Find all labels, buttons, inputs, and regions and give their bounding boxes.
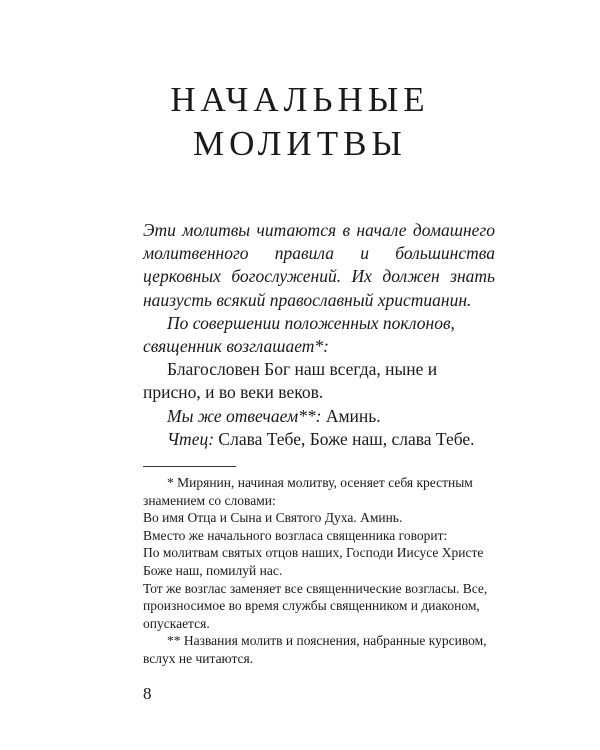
response-paragraph	[143, 405, 495, 428]
page-number: 8	[143, 684, 152, 703]
footnote-1-prayer: По молитвам святых отцов наших, Господи Иисусе Христе Боже наш, помилуй нас.	[143, 545, 484, 578]
blessing-paragraph: Благословен Бог наш всегда, ныне и присно, и во веки веков.	[143, 359, 438, 403]
footnote-1-intro: * Мирянин, начиная молитву, осеняет себя крестным знамением со словами:	[143, 475, 473, 508]
intro-paragraph: Эти молитвы читаются в начале домашнего молитвенного правила и большинства церковных богослужений. Их должен знать наизусть всякий православный христианин.	[143, 220, 495, 310]
footnote-2: ** Названия молитв и пояснения, набранные курсивом, вслух не читаются.	[143, 633, 487, 666]
title-line-2: МОЛИТВЫ	[193, 124, 407, 163]
footnote-divider	[143, 466, 236, 467]
reader-text: Слава Тебе, Боже наш, слава Тебе.	[214, 428, 475, 449]
priest-rubric	[143, 312, 495, 358]
title-line-1: НАЧАЛЬНЫЕ	[170, 80, 430, 119]
footnote-1-instead: Вместо же начального возгласа священника говорит:	[143, 527, 448, 543]
footnotes	[143, 474, 495, 668]
footnote-1-formula: Во имя Отца и Сына и Святого Духа. Аминь.	[143, 510, 403, 526]
main-text	[143, 219, 495, 451]
priest-rubric-text: По совершении положенных поклонов, священник возглашает*:	[143, 312, 455, 357]
reader-label: Чтец:	[167, 428, 215, 449]
response-text: Аминь.	[321, 405, 381, 426]
reader-paragraph	[143, 428, 495, 451]
footnote-1-note: Тот же возглас заменяет все священнические возгласы. Все, произносимое во время службы священником и диаконом, опускается.	[143, 580, 488, 631]
page-title	[0, 78, 600, 166]
response-rubric: Мы же отвечаем**:	[167, 405, 322, 426]
